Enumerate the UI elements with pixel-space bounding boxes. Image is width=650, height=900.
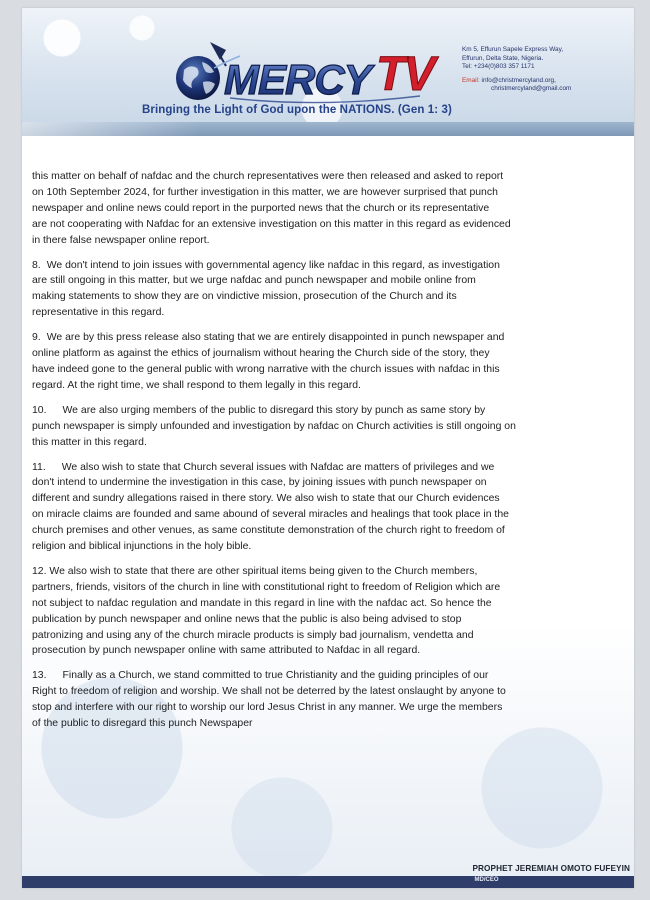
text-line: making statements to show they are on vindictive mission, prosecution of the Church and its — [32, 291, 457, 303]
phone-number: Tel: +234(0)803 357 1171 — [462, 63, 535, 71]
text-line: don't intend to undermine the investigation in this case, by joining issues with punch newspaper on — [32, 477, 487, 489]
text-line: different and sundry allegations raised in there story. We also wish to state that our Church evidences — [32, 493, 500, 505]
paragraph-8 — [32, 258, 620, 322]
contact-block — [462, 46, 571, 94]
email-line-1 — [462, 77, 571, 86]
text-line: publication by punch newspaper and online news that the public is also being advised to stop — [32, 613, 462, 625]
logo-tv-text: TV — [376, 48, 434, 101]
paragraph-number: 9. — [32, 332, 41, 344]
text-line: in there false newspaper online report. — [32, 234, 210, 246]
text-line: this matter on behalf of nafdac and the church representatives were then released and asked to report — [32, 171, 504, 182]
text-line: Finally as a Church, we stand committed to true Christianity and the guiding principles of our — [62, 670, 489, 682]
address-line-1: Km 5, Effurun Sapele Express Way, — [462, 46, 564, 53]
text-line: not subject to nafdac regulation and mandate in this regard in line with the nafdac act. So hence the — [32, 597, 492, 609]
paragraph-continuation — [32, 169, 620, 249]
text-line: are still ongoing in this matter, but we urge nafdac and punch newspaper and mobile online from — [32, 275, 476, 287]
text-line: partners, friends, visitors of the church in line with constitutional right to freedom of Religion which are — [32, 581, 501, 593]
email-address-1: info@christmercyland.org, — [481, 76, 556, 84]
text-line: have indeed gone to the general public with wrong narrative with the church issues with nafdac in this — [32, 363, 500, 375]
paragraph-9 — [32, 330, 620, 394]
tagline: Bringing the Light of God upon the NATIONS. (Gen 1: 3) — [142, 104, 452, 116]
text-line: online platform as against the ethics of journalism without hearing the Church side of the story, they — [32, 348, 490, 360]
text-line: on 10th September 2024, for further investigation in this matter, we are however surprised that punch — [32, 186, 498, 198]
paragraph-number: 11. — [32, 461, 46, 473]
text-line: patronizing and using any of the church miracle products is simply bad journalism, vendetta and — [32, 629, 474, 641]
text-line: Right to freedom of religion and worship. We shall not be deterred by the latest onslaught by anyone to — [32, 686, 506, 698]
mercy-tv-logo — [170, 38, 460, 108]
paragraph-11 — [32, 460, 620, 555]
text-line: regard. At the right time, we shall respond to them legally in this regard. — [32, 379, 361, 391]
email-address-2: christmercyland@gmail.com — [491, 85, 572, 93]
press-release-body — [32, 169, 620, 741]
letterhead-stripe — [22, 122, 634, 136]
email-label: Email: — [462, 76, 480, 84]
signatory-title: MD/CEO — [474, 877, 499, 883]
text-line: We also wish to state that Church several issues with Nafdac are matters of privileges and we — [61, 461, 495, 473]
text-line: We don't intend to join issues with governmental agency like nafdac in this regard, as investigation — [46, 259, 500, 271]
text-line: of the public to disregard this punch Newspaper — [32, 718, 253, 730]
text-line: prosecution by punch newspaper online with same attributed to Nafdac in all regard. — [32, 645, 421, 657]
text-line: We also wish to state that there are other spiritual items being given to the Church members, — [49, 565, 478, 577]
text-line: stop and interfere with our right to worship our lord Jesus Christ in any manner. We urge the members — [32, 702, 503, 714]
paragraph-number: 8. — [32, 259, 41, 271]
letterhead — [22, 8, 634, 136]
press-release-page — [22, 8, 634, 888]
address-line-2: Effurun, Delta State, Nigeria. — [462, 54, 544, 62]
paragraph-number: 12. — [32, 565, 47, 577]
text-line: church premises and other venues, as same constitute demonstration of the church right to freedom of — [32, 525, 505, 537]
text-line: are not cooperating with Nafdac for an extensive investigation on this matter in this regard as evidenced — [32, 218, 511, 230]
signature-block — [472, 864, 630, 883]
globe-icon — [176, 56, 220, 100]
logo-mercy-text: MERCY — [224, 56, 371, 103]
signatory-name: PROPHET JEREMIAH OMOTO FUFEYIN — [472, 864, 630, 873]
text-line: We are also urging members of the public to disregard this story by punch as same story by — [62, 404, 486, 416]
paragraph-13 — [32, 668, 620, 732]
text-line: punch newspaper is simply unfounded and investigation by nafdac on Church activities is still ongoing on — [32, 420, 516, 432]
text-line: on miracle claims are founded and same abound of several miracles and healings that took place in the — [32, 509, 509, 521]
text-line: We are by this press release also stating that we are entirely disappointed in punch newspaper and — [46, 332, 505, 344]
paragraph-number: 10. — [32, 404, 47, 416]
text-line: this matter in this regard. — [32, 436, 147, 448]
text-line: religion and biblical injunctions in the holy bible. — [32, 541, 252, 553]
text-line: newspaper and online news could report in the purported news that the church or its representative — [32, 202, 490, 214]
text-line: representative in this regard. — [32, 307, 165, 319]
paragraph-12 — [32, 564, 620, 659]
paragraph-number: 13. — [32, 670, 47, 682]
paragraph-10 — [32, 403, 620, 451]
